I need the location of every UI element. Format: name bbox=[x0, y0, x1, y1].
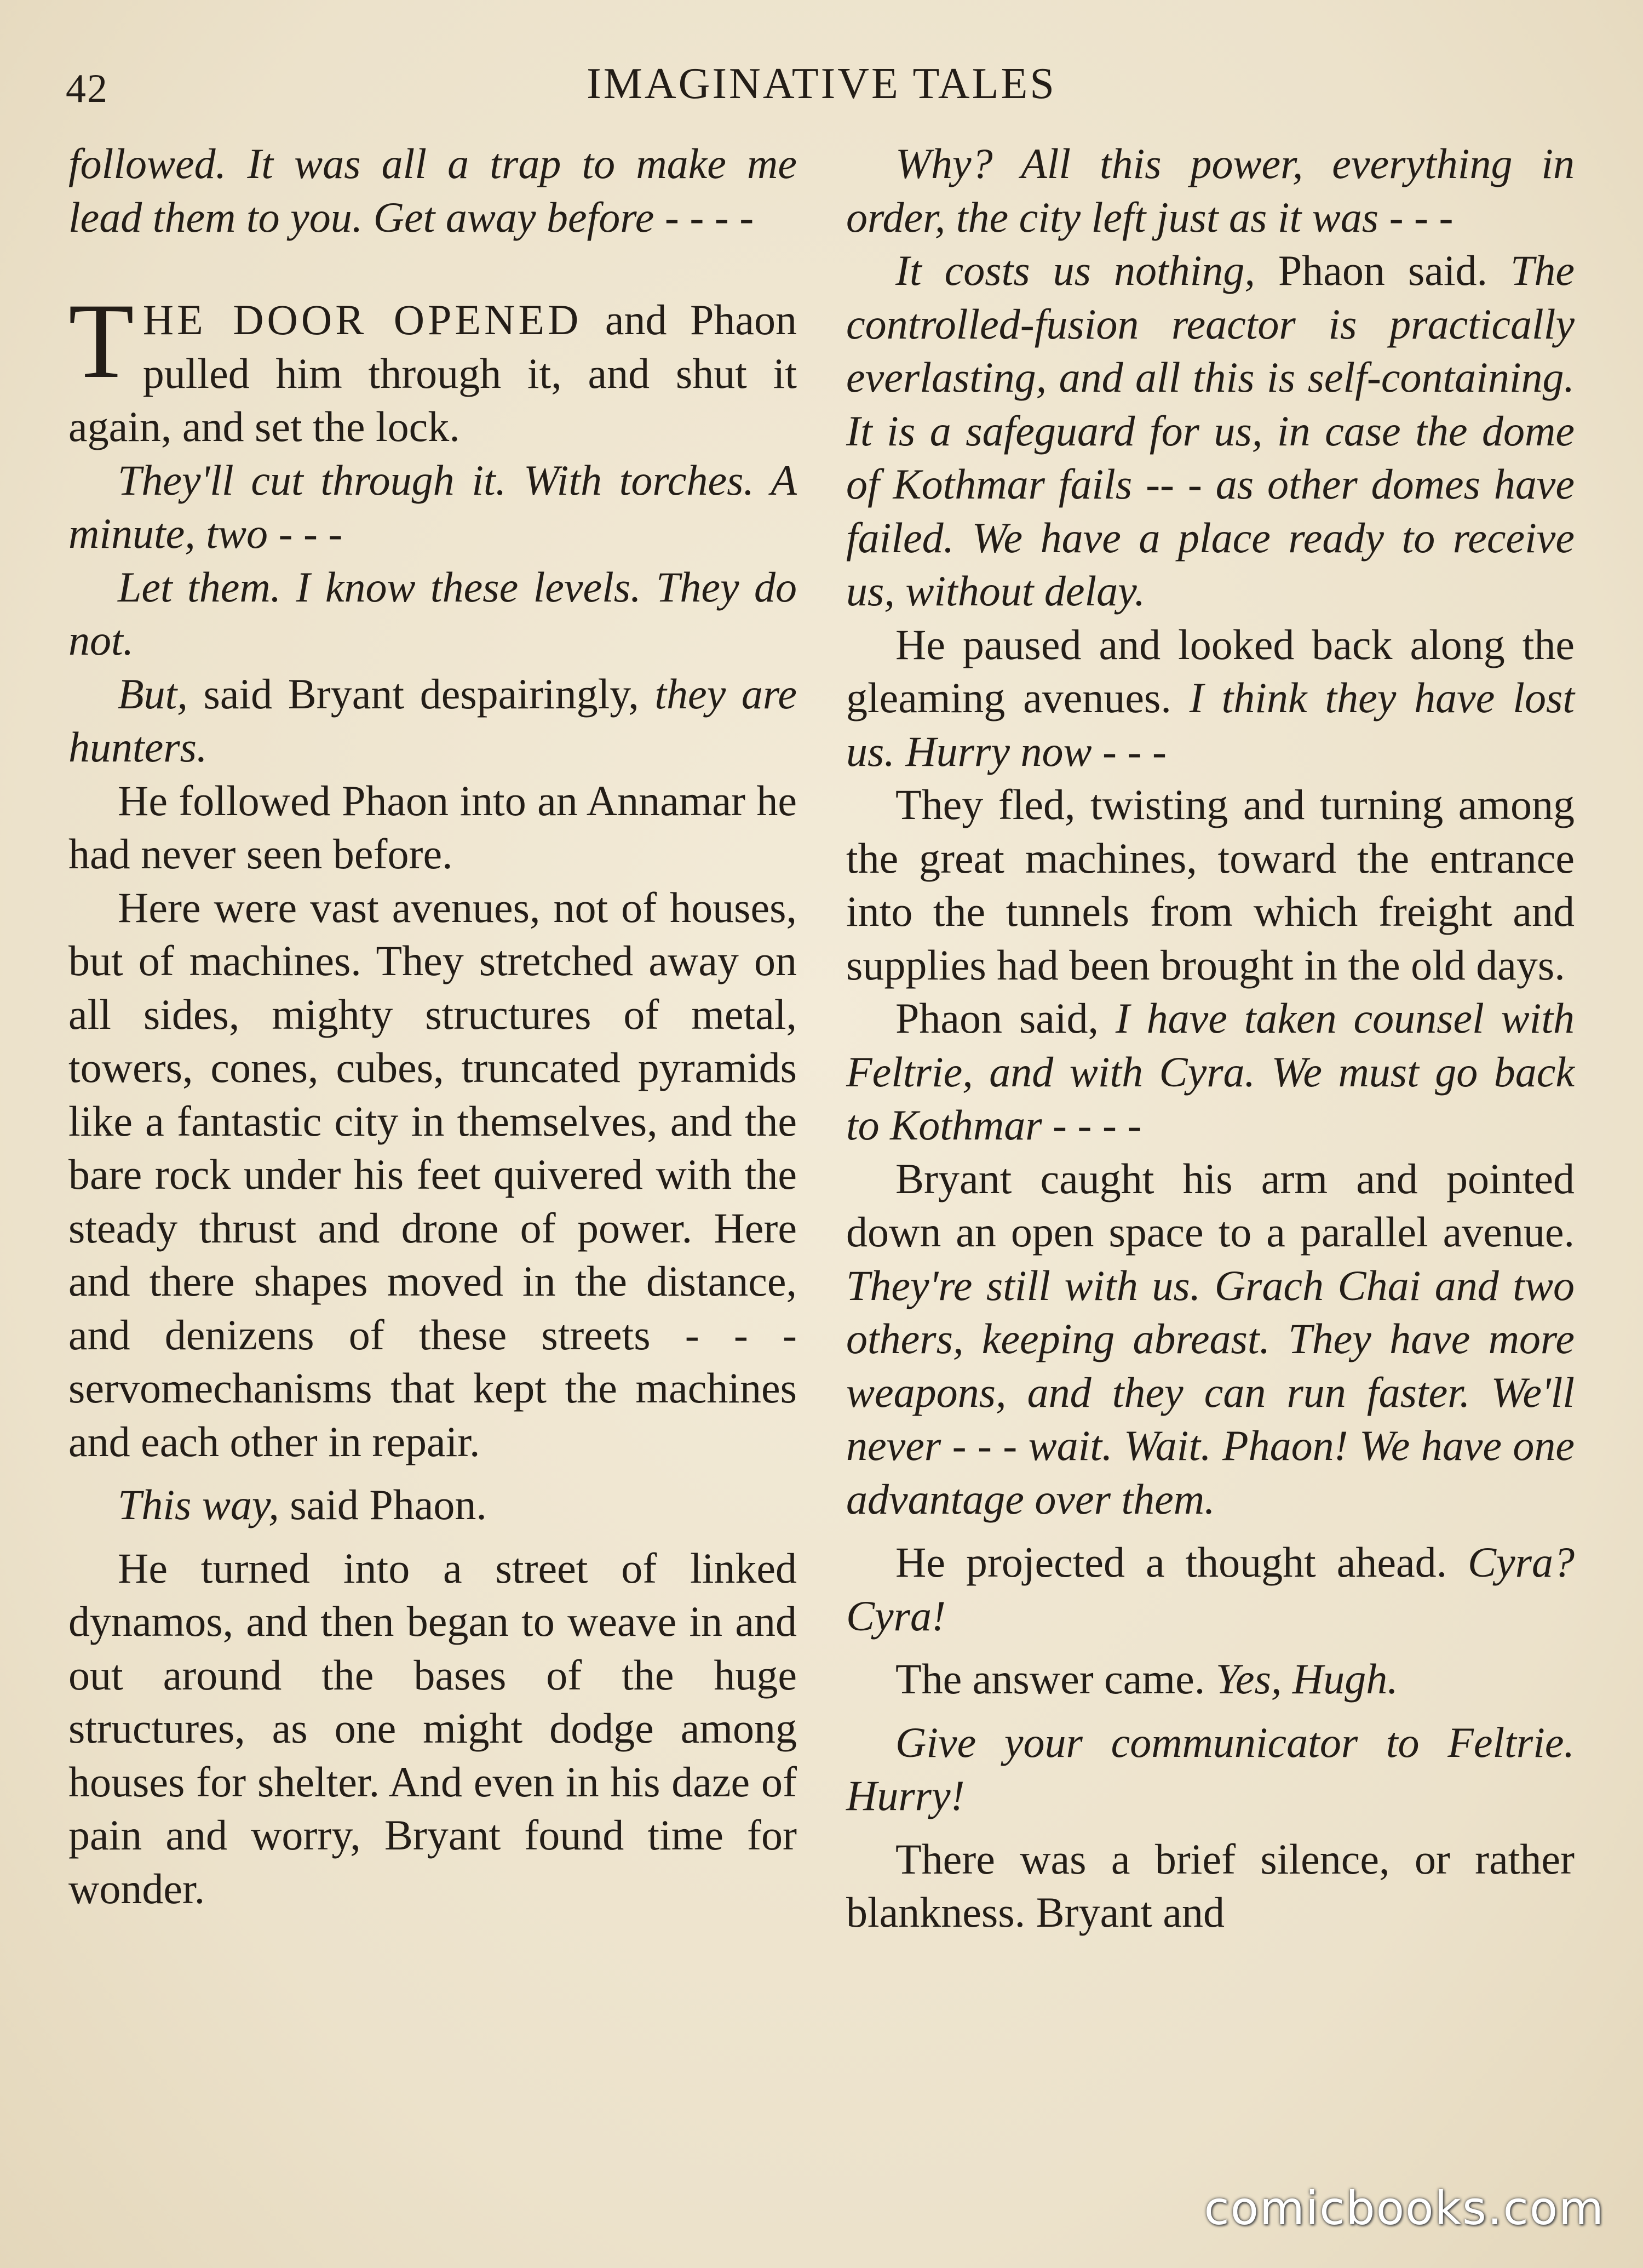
paragraph: Why? All this power, everything in order, the city left just as it was - - - bbox=[846, 140, 1575, 241]
paragraph-text: The answer came. bbox=[895, 1655, 1216, 1703]
paragraph-text: said Bryant despairingly, bbox=[187, 669, 655, 718]
paragraph-text: He projected a thought ahead. bbox=[895, 1538, 1468, 1586]
right-column bbox=[846, 137, 1575, 1939]
paragraph-text: Phaon said. bbox=[1255, 247, 1510, 294]
paragraph-text: and Phaon pulled him through it, and shut it again, and set the lock. bbox=[68, 296, 797, 450]
drop-cap: T bbox=[68, 282, 134, 400]
paragraph-text: He paused and looked back along the gleaming avenues. bbox=[846, 620, 1575, 721]
italic-text: They're still with us. Grach Chai and two others, keeping abreast. They have more weapons, and they can run faster. We'll never - - - wait. Wait. Phaon! We have one advantage over them. bbox=[846, 1261, 1575, 1523]
paragraph: followed. It was all a trap to make me lead them to you. Get away before - - - - bbox=[68, 140, 797, 241]
paragraph: He turned into a street of linked dynamos, and then began to weave in and out around the bases of the huge structures, as one might dodge among houses for shelter. And even in his daze of pain and worry, Bryant found time for wonder. bbox=[68, 1544, 797, 1912]
paragraph: Give your communicator to Feltrie. Hurry! bbox=[846, 1718, 1575, 1819]
paragraph: They fled, twisting and turning among the great machines, toward the entrance into the tunnels from which freight and supplies had been brought in the old days. bbox=[846, 781, 1575, 989]
italic-text: they are hunters. bbox=[68, 669, 797, 771]
lead-in-caps: HE DOOR OPENED bbox=[142, 296, 582, 343]
paragraph: He followed Phaon into an Annamar he had never seen before. bbox=[68, 776, 797, 878]
paragraph bbox=[846, 244, 1575, 618]
italic-text: It costs us nothing, bbox=[895, 247, 1255, 294]
italic-text: I think they have lost us. Hurry now - - - bbox=[846, 674, 1575, 775]
paragraph bbox=[846, 1652, 1575, 1706]
paragraph bbox=[846, 992, 1575, 1152]
paragraph-text: said Phaon. bbox=[279, 1481, 487, 1528]
paragraph: Here were vast avenues, not of houses, but of machines. They stretched away on all sides, mighty structures of metal, towers, cones, cubes, truncated pyramids like a fantastic city in themselves, and the bare rock under his feet quivered with the steady thrust and drone of power. Here and there shapes moved in the distance, and denizens of these streets - - - servomechanisms that kept the machines and each other in repair. bbox=[68, 883, 797, 1465]
paragraph: They'll cut through it. With torches. A minute, two - - - bbox=[68, 456, 797, 557]
paragraph bbox=[68, 667, 797, 774]
italic-text: The controlled-fusion reactor is practically everlasting, and all this is self-containing. It is a safeguard for us, in case the dome of Kothmar fails -- - as other domes have failed. We have a place ready to receive us, without delay. bbox=[846, 247, 1575, 615]
paragraph bbox=[68, 1478, 797, 1532]
paragraph bbox=[846, 1536, 1575, 1642]
paragraph: There was a brief silence, or rather blankness. Bryant and bbox=[846, 1835, 1575, 1936]
paragraph-dropcap bbox=[68, 282, 797, 454]
page-number: 42 bbox=[66, 66, 108, 111]
paragraph bbox=[846, 618, 1575, 778]
paragraph-text: Phaon said, bbox=[895, 994, 1116, 1042]
italic-text: Cyra? Cyra! bbox=[846, 1538, 1575, 1640]
paragraph: Let them. I know these levels. They do not. bbox=[68, 563, 797, 664]
italic-text: Yes, Hugh. bbox=[1215, 1655, 1398, 1703]
italic-text: I have taken counsel with Feltrie, and with Cyra. We must go back to Kothmar - - - - bbox=[846, 994, 1575, 1149]
paragraph-text: Bryant caught his arm and pointed down an open space to a parallel avenue. bbox=[846, 1154, 1575, 1256]
watermark: comicbooks.com bbox=[1204, 2181, 1605, 2235]
paragraph bbox=[846, 1152, 1575, 1526]
left-column bbox=[68, 137, 797, 1915]
italic-text: But, bbox=[118, 669, 188, 718]
italic-text: This way, bbox=[118, 1481, 279, 1528]
running-title: IMAGINATIVE TALES bbox=[587, 60, 1056, 108]
